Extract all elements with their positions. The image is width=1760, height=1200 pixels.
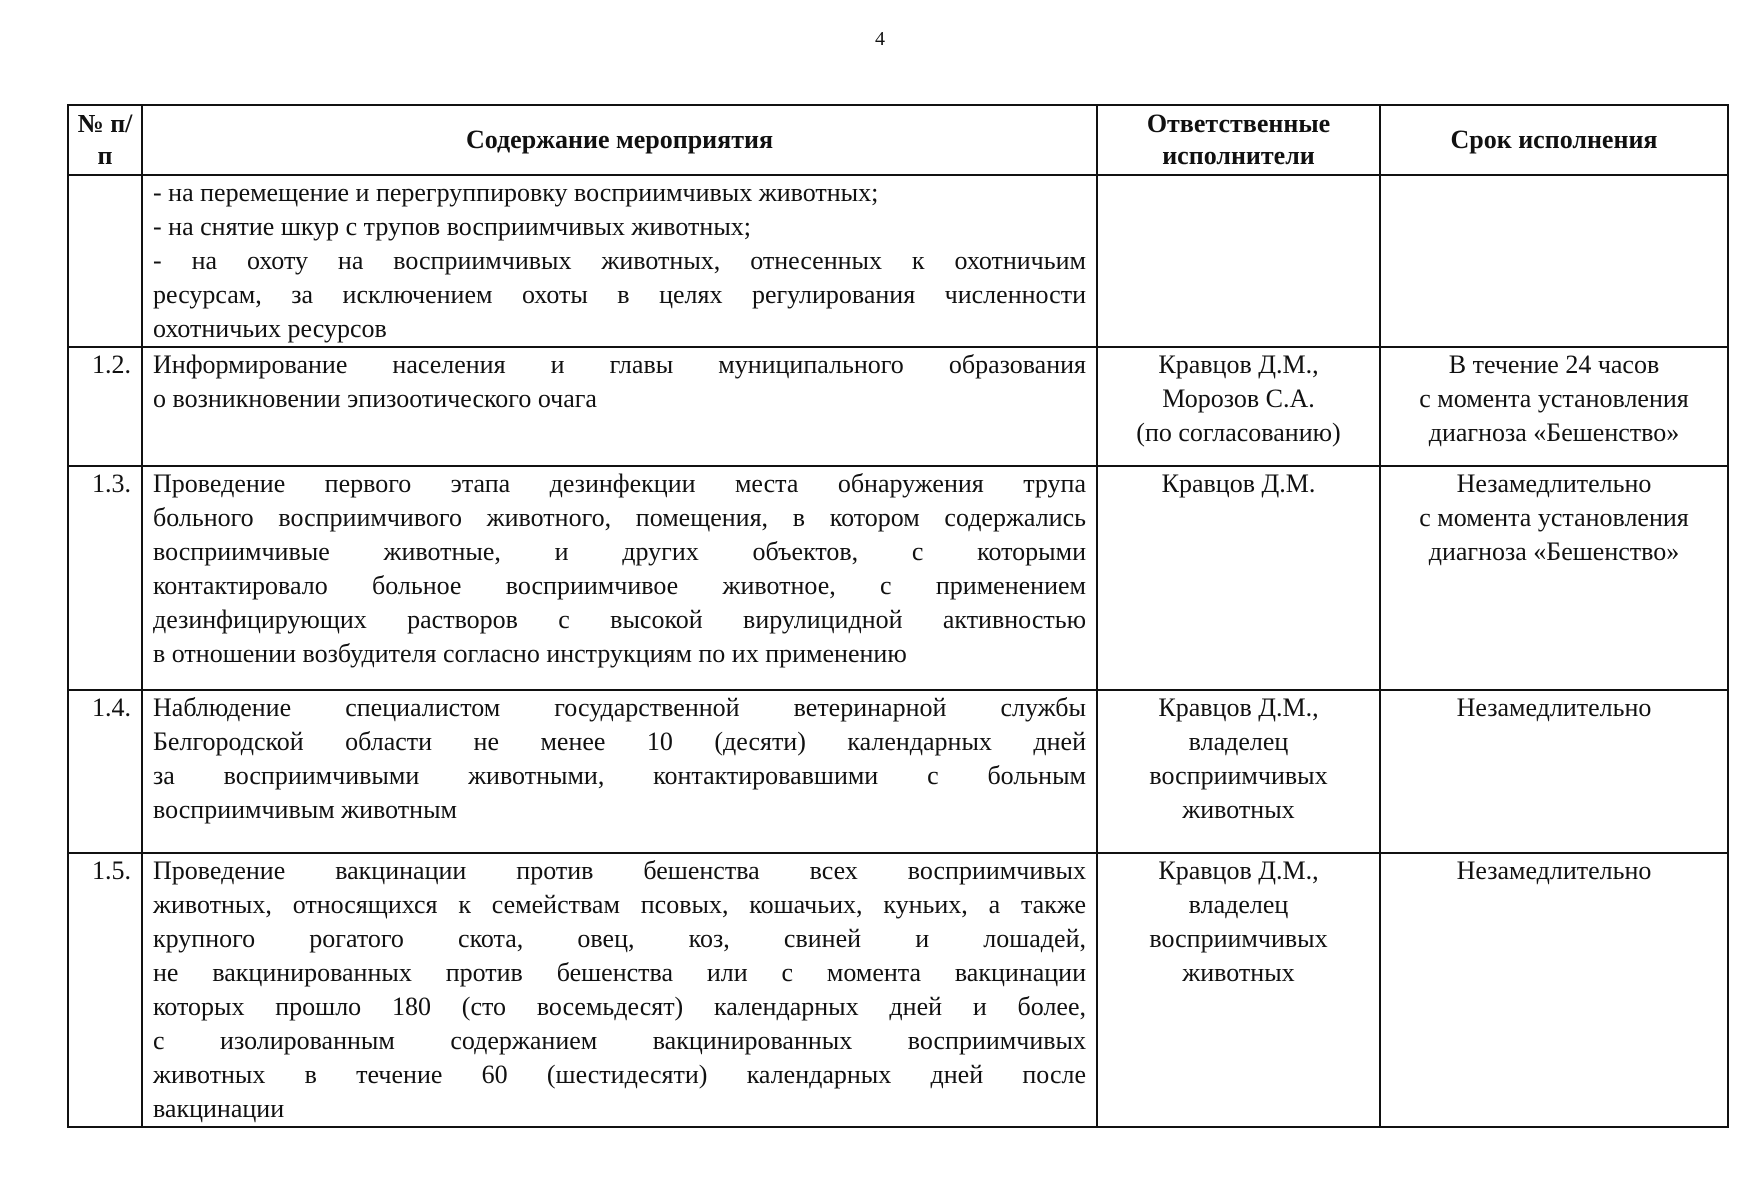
content-line: восприимчивым животным	[153, 795, 458, 824]
content-line: - на охоту на восприимчивых животных, отнесенных к охотничьим	[153, 246, 1086, 275]
row-content-cell	[142, 347, 1097, 466]
term-line: с момента установления	[1419, 384, 1689, 413]
table-header-row	[68, 105, 1728, 175]
content-line: которых прошло 180 (сто восемьдесят) календарных дней и более,	[153, 992, 1086, 1021]
term-line: Незамедлительно	[1456, 469, 1652, 498]
row-responsible-cell	[1097, 175, 1380, 347]
header-num: № п/п	[68, 105, 142, 175]
content-line: охотничьих ресурсов	[153, 314, 387, 343]
responsible-line: Кравцов Д.М.	[1161, 469, 1316, 498]
row-num: 1.3.	[68, 466, 142, 690]
responsible-line: (по согласованию)	[1136, 418, 1341, 447]
row-content-cell	[142, 690, 1097, 853]
row-num-cell	[68, 175, 142, 347]
content-line: - на перемещение и перегруппировку восприимчивых животных;	[153, 178, 879, 207]
page-number: 4	[875, 28, 885, 50]
term-line: В течение 24 часов	[1448, 350, 1660, 379]
responsible-line: животных	[1182, 795, 1295, 824]
header-term: Срок исполнения	[1380, 105, 1728, 175]
responsible-line: Кравцов Д.М.,	[1158, 693, 1319, 722]
row-content-cell	[142, 853, 1097, 1127]
content-line: Проведение вакцинации против бешенства всех восприимчивых	[153, 856, 1086, 885]
responsible-line: Кравцов Д.М.,	[1158, 350, 1319, 379]
content-line: - на снятие шкур с трупов восприимчивых животных;	[153, 212, 752, 241]
content-line: вакцинации	[153, 1094, 285, 1123]
row-term-cell	[1380, 466, 1728, 690]
row-num: 1.4.	[68, 690, 142, 853]
content-line: Проведение первого этапа дезинфекции места обнаружения трупа	[153, 469, 1086, 498]
row-responsible-cell	[1097, 466, 1380, 690]
row-responsible-cell	[1097, 690, 1380, 853]
responsible-line: восприимчивых	[1149, 761, 1328, 790]
measures-table	[67, 104, 1729, 1128]
content-line: Белгородской области не менее 10 (десяти) календарных дней	[153, 727, 1086, 756]
content-line: контактировало больное восприимчивое животное, с применением	[153, 571, 1086, 600]
table-row-1-5	[68, 853, 1728, 1127]
responsible-line: владелец	[1188, 890, 1289, 919]
responsible-line: владелец	[1188, 727, 1289, 756]
table-row-1-2	[68, 347, 1728, 466]
content-line: больного восприимчивого животного, помещения, в котором содержались	[153, 503, 1086, 532]
content-line: ресурсам, за исключением охоты в целях регулирования численности	[153, 280, 1086, 309]
responsible-line: Кравцов Д.М.,	[1158, 856, 1319, 885]
content-line: крупного рогатого скота, овец, коз, свиней и лошадей,	[153, 924, 1086, 953]
table-row-1-3	[68, 466, 1728, 690]
responsible-line: животных	[1182, 958, 1295, 987]
responsible-line: восприимчивых	[1149, 924, 1328, 953]
term-line: Незамедлительно	[1456, 693, 1652, 722]
content-line: не вакцинированных против бешенства или с момента вакцинации	[153, 958, 1086, 987]
row-term-cell	[1380, 690, 1728, 853]
term-line: Незамедлительно	[1456, 856, 1652, 885]
row-responsible-cell	[1097, 347, 1380, 466]
row-content-cell	[142, 466, 1097, 690]
header-content: Содержание мероприятия	[142, 105, 1097, 175]
term-line: с момента установления	[1419, 503, 1689, 532]
table-row-continuation	[68, 175, 1728, 347]
term-line: диагноза «Бешенство»	[1428, 418, 1680, 447]
content-line: Наблюдение специалистом государственной ветеринарной службы	[153, 693, 1086, 722]
content-line: за восприимчивыми животными, контактировавшими с больным	[153, 761, 1086, 790]
row-num: 1.2.	[68, 347, 142, 466]
header-responsible: Ответственные исполнители	[1097, 105, 1380, 175]
content-line: в отношении возбудителя согласно инструкциям по их применению	[153, 639, 907, 668]
content-line: с изолированным содержанием вакцинированных восприимчивых	[153, 1026, 1086, 1055]
content-line: животных в течение 60 (шестидесяти) календарных дней после	[153, 1060, 1086, 1089]
table-row-1-4	[68, 690, 1728, 853]
row-term-cell	[1380, 175, 1728, 347]
content-line: о возникновении эпизоотического очага	[153, 384, 597, 413]
row-term-cell	[1380, 853, 1728, 1127]
row-responsible-cell	[1097, 853, 1380, 1127]
content-line: Информирование населения и главы муниципального образования	[153, 350, 1086, 379]
responsible-line: Морозов С.А.	[1162, 384, 1315, 413]
content-line: восприимчивые животные, и других объектов, с которыми	[153, 537, 1086, 566]
content-line: дезинфицирующих растворов с высокой вирулицидной активностью	[153, 605, 1086, 634]
row-term-cell	[1380, 347, 1728, 466]
row-num: 1.5.	[68, 853, 142, 1127]
content-line: животных, относящихся к семействам псовых, кошачьих, куньих, а также	[153, 890, 1086, 919]
term-line: диагноза «Бешенство»	[1428, 537, 1680, 566]
row-content-cell	[142, 175, 1097, 347]
